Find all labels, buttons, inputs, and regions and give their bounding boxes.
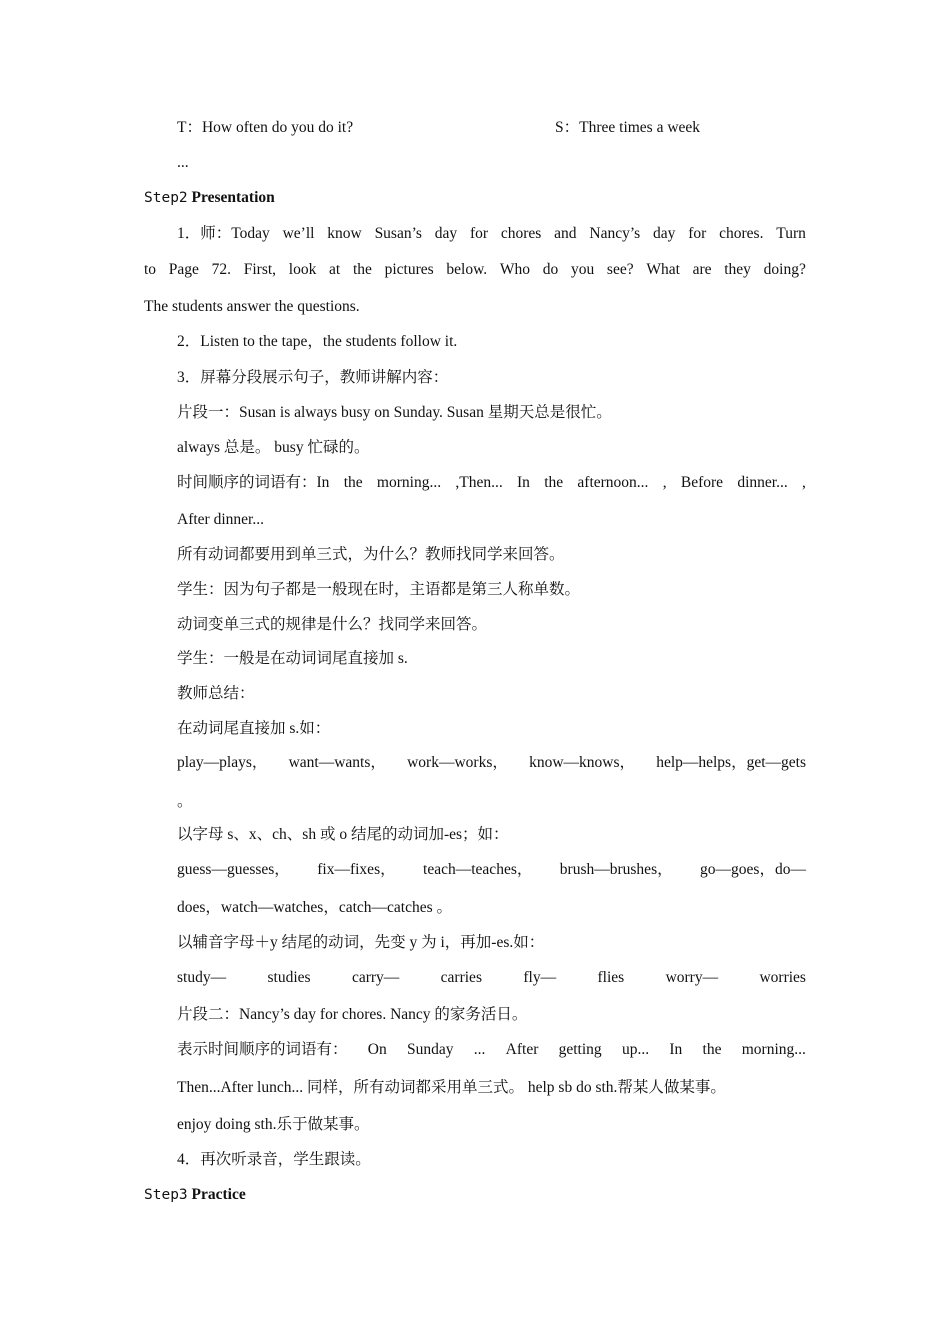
- seg1-examples1-end: 。: [177, 793, 193, 810]
- seg1-summary: 教师总结：: [177, 685, 255, 702]
- seg2-order-line3: enjoy doing sth.乐于做某事。: [177, 1116, 370, 1133]
- justified-word: morning...: [376, 474, 442, 491]
- justified-word: know—knows，: [529, 754, 635, 771]
- justified-word: 表示时间顺序的词语有：: [177, 1041, 348, 1058]
- justified-word: ,Then...: [455, 474, 503, 491]
- justified-word: see?: [606, 261, 634, 278]
- seg1-order-line1: [177, 473, 806, 493]
- item1-line3: The students answer the questions.: [144, 298, 360, 315]
- step2-title: Presentation: [191, 189, 275, 206]
- justified-word: study—: [177, 969, 227, 986]
- step3-title: Practice: [191, 1186, 246, 1203]
- item1-line1: [177, 224, 806, 244]
- justified-word: Turn: [776, 225, 806, 242]
- justified-word: flies: [597, 969, 625, 986]
- justified-word: After: [505, 1041, 539, 1058]
- justified-word: In: [669, 1041, 683, 1058]
- justified-word: the: [343, 474, 363, 491]
- justified-word: up...: [621, 1041, 650, 1058]
- seg1-examples1: [177, 753, 806, 773]
- step2-label: Step2: [144, 190, 188, 206]
- justified-word: fly—: [523, 969, 557, 986]
- seg1-order-line2: After dinner...: [177, 511, 264, 528]
- justified-word: look: [288, 261, 317, 278]
- seg2-order-line1: [177, 1040, 806, 1060]
- justified-word: chores.: [719, 225, 764, 242]
- justified-word: for: [469, 225, 489, 242]
- justified-word: teach—teaches，: [423, 861, 533, 878]
- justified-word: First,: [243, 261, 277, 278]
- justified-word: 时间顺序的词语有：In: [177, 474, 330, 491]
- justified-word: fix—fixes，: [317, 861, 396, 878]
- justified-word: are: [692, 261, 712, 278]
- justified-word: pictures: [384, 261, 434, 278]
- justified-word: dinner...: [737, 474, 788, 491]
- step3-label: Step3: [144, 1187, 188, 1203]
- seg1-examples2: [177, 860, 806, 880]
- item4-text: 4．再次听录音，学生跟读。: [177, 1151, 371, 1168]
- justified-word: at: [329, 261, 341, 278]
- dialog-ellipsis: ...: [177, 154, 189, 171]
- justified-word: the: [702, 1041, 722, 1058]
- seg1-examples3: [177, 968, 806, 988]
- seg1-question1: 所有动词都要用到单三式，为什么？教师找同学来回答。: [177, 546, 565, 563]
- justified-word: ...: [473, 1041, 486, 1058]
- justified-word: help—helps，get—gets: [656, 754, 806, 771]
- justified-word: What: [646, 261, 680, 278]
- justified-word: morning...: [741, 1041, 806, 1058]
- justified-word: afternoon...: [577, 474, 649, 491]
- justified-word: play—plays，: [177, 754, 268, 771]
- seg1-rule1: 在动词尾直接加 s.如：: [177, 720, 331, 737]
- justified-word: studies: [267, 969, 311, 986]
- seg1-intro: 片段一：Susan is always busy on Sunday. Susan 星期天总是很忙。: [177, 404, 612, 421]
- justified-word: worries: [759, 969, 806, 986]
- justified-word: doing?: [763, 261, 806, 278]
- justified-word: below.: [446, 261, 488, 278]
- justified-word: getting: [558, 1041, 602, 1058]
- justified-word: want—wants，: [288, 754, 386, 771]
- justified-word: to: [144, 261, 157, 278]
- justified-word: know: [327, 225, 362, 242]
- justified-word: the: [352, 261, 372, 278]
- step3-heading: [144, 1185, 246, 1205]
- justified-word: ,: [662, 474, 667, 491]
- justified-word: you: [570, 261, 595, 278]
- dialog-teacher-line: T：How often do you do it?: [177, 119, 354, 136]
- seg1-answer2: 学生：一般是在动词词尾直接加 s.: [177, 650, 408, 667]
- justified-word: Page: [168, 261, 199, 278]
- justified-word: ,: [801, 474, 806, 491]
- justified-word: guess—guesses，: [177, 861, 290, 878]
- seg2-order-line2: Then...After lunch... 同样，所有动词都采用单三式。 help sb do sth.帮某人做某事。: [177, 1079, 726, 1096]
- justified-word: On: [367, 1041, 387, 1058]
- seg2-intro: 片段二：Nancy’s day for chores. Nancy 的家务活日。: [177, 1006, 528, 1023]
- justified-word: go—goes，do—: [700, 861, 806, 878]
- justified-word: chores: [500, 225, 542, 242]
- justified-word: for: [688, 225, 707, 242]
- justified-word: Who: [499, 261, 531, 278]
- dialog-student-line: S：Three times a week: [555, 119, 701, 136]
- item3-text: 3．屏幕分段展示句子，教师讲解内容：: [177, 369, 449, 386]
- seg1-vocab: always 总是。 busy 忙碌的。: [177, 439, 370, 456]
- justified-word: they: [724, 261, 751, 278]
- justified-word: 1．师：Today: [177, 225, 270, 242]
- justified-word: carries: [440, 969, 482, 986]
- seg1-answer1: 学生：因为句子都是一般现在时，主语都是第三人称单数。: [177, 581, 581, 598]
- seg1-rule2: 以字母 s、x、ch、sh 或 o 结尾的动词加-es；如：: [177, 826, 509, 843]
- item1-line2: [144, 260, 806, 280]
- justified-word: brush—brushes，: [559, 861, 673, 878]
- justified-word: carry—: [351, 969, 400, 986]
- justified-word: Sunday: [407, 1041, 454, 1058]
- justified-word: work—works，: [407, 754, 508, 771]
- justified-word: do: [542, 261, 559, 278]
- justified-word: day: [434, 225, 458, 242]
- justified-word: worry—: [665, 969, 719, 986]
- seg1-question2: 动词变单三式的规律是什么？找同学来回答。: [177, 616, 488, 633]
- justified-word: Before: [680, 474, 724, 491]
- seg1-examples2-cont: does，watch—watches，catch—catches 。: [177, 899, 453, 916]
- step2-heading: [144, 188, 275, 208]
- justified-word: and: [554, 225, 577, 242]
- seg1-rule3: 以辅音字母＋y 结尾的动词，先变 y 为 i，再加-es.如：: [177, 934, 545, 951]
- justified-word: day: [653, 225, 676, 242]
- justified-word: 72.: [211, 261, 232, 278]
- justified-word: In: [517, 474, 530, 491]
- justified-word: Nancy’s: [589, 225, 641, 242]
- justified-word: Susan’s: [374, 225, 422, 242]
- justified-word: we’ll: [282, 225, 315, 242]
- item2-text: 2．Listen to the tape，the students follow it.: [177, 333, 458, 350]
- justified-word: the: [544, 474, 564, 491]
